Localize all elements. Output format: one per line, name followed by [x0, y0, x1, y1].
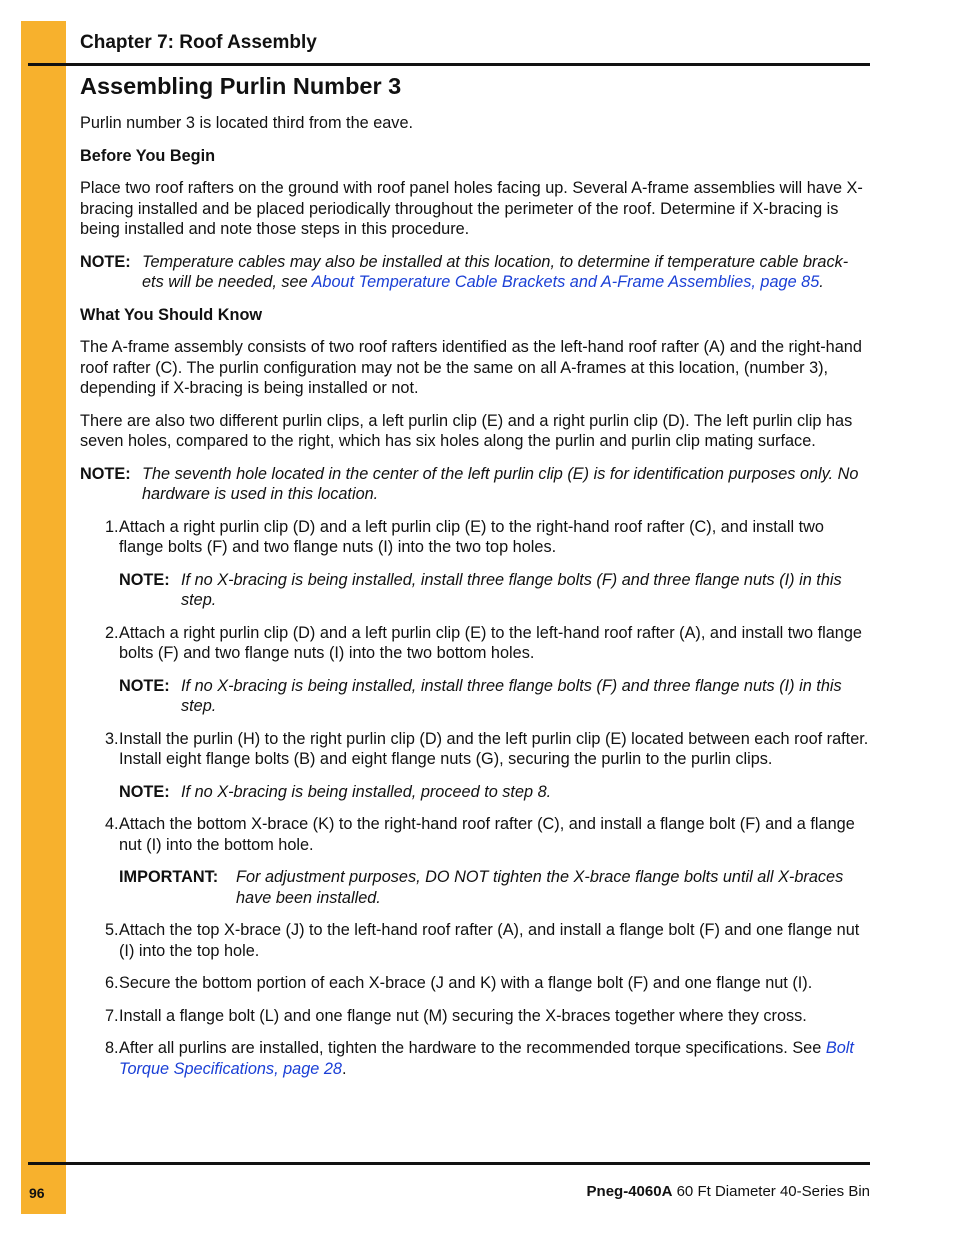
before-you-begin-text: Place two roof rafters on the ground with roof panel holes facing up. Several A-frame assemblies will have X-bracing installed and be placed periodically throughout the perimeter of the roof. Determine if X-bracing is being installed and note those steps in this procedure.: [80, 179, 863, 238]
know-paragraph-1: The A-frame assembly consists of two roof rafters identified as the left-hand roof rafter (A) and the right-hand roof rafter (C). The purlin configuration may not be the same on all A-frames at this location, (number 3), depending if X-bracing is being installed or not.: [80, 338, 862, 397]
step-number: 7.: [105, 1006, 119, 1025]
note-text: [142, 252, 870, 293]
important-text: For adjustment purposes, DO NOT tighten the X-brace flange bolts until all X-braces have been installed.: [236, 868, 844, 907]
step-text: Attach the top X-brace (J) to the left-hand roof rafter (A), and install a flange bolt (F) and one flange nut (I) into the top hole.: [119, 921, 860, 960]
step-text: Install a flange bolt (L) and one flange nut (M) securing the X-braces together where they cross.: [119, 1006, 807, 1025]
intro-paragraph: Purlin number 3 is located third from the eave.: [80, 114, 414, 132]
step-number: 2.: [105, 623, 119, 642]
step-2: [80, 623, 870, 664]
step-text: Attach a right purlin clip (D) and a left purlin clip (E) to the left-hand roof rafter (A), and install two flange bolts (F) and two flange nuts (I) into the two bottom holes.: [119, 623, 862, 662]
know-note: [80, 464, 870, 505]
step-6: [80, 973, 870, 994]
document-title: 60 Ft Diameter 40-Series Bin: [672, 1183, 870, 1200]
step-body: After all purlins are installed, tighten the hardware to the recommended torque specifications. See: [119, 1039, 826, 1057]
step-2-note: [119, 676, 870, 717]
page-number: 96: [29, 1185, 45, 1201]
step-7: [80, 1006, 870, 1027]
footer-rule: [28, 1162, 870, 1165]
important-label: IMPORTANT:: [119, 868, 219, 886]
page-content: [80, 70, 870, 1091]
note-body: Temperature cables may also be installed at this location, to determine if temperature cable brack- ets will be needed, see: [142, 252, 849, 291]
note-label: NOTE:: [119, 782, 170, 801]
step-text: Attach the bottom X-brace (K) to the right-hand roof rafter (C), and install a flange bolt (F) and a flange nut (I) into the bottom hole.: [119, 815, 855, 854]
document-id: [587, 1182, 870, 1203]
chapter-heading: Chapter 7: Roof Assembly: [80, 32, 317, 53]
before-you-begin-heading: Before You Begin: [80, 146, 216, 165]
note-label: NOTE:: [80, 252, 131, 271]
temperature-brackets-link[interactable]: About Temperature Cable Brackets and A-Frame Assemblies, page 85: [311, 273, 820, 291]
step-text: [119, 1038, 870, 1079]
note-label: NOTE:: [119, 676, 170, 695]
know-paragraph-2: There are also two different purlin clips, a left purlin clip (E) and a right purlin clip (D). The left purlin clip has seven holes, compared to the right, which has six holes along the purlin and purlin clip mating surface.: [80, 411, 853, 450]
step-4-important: [119, 867, 870, 908]
note-text: If no X-bracing is being installed, install three flange bolts (F) and three flange nuts (I) in this step.: [181, 676, 842, 715]
header-rule: [28, 63, 870, 66]
step-3: [80, 729, 870, 770]
step-number: 6.: [105, 974, 119, 992]
step-4: [80, 814, 870, 855]
step-number: 4.: [105, 815, 119, 833]
note-end: .: [819, 273, 824, 291]
step-text: Install the purlin (H) to the right purlin clip (D) and the left purlin clip (E) located between each roof rafter. Install eight flange bolts (B) and eight flange nuts (G), securing the purlin to the purlin clips.: [119, 729, 869, 768]
step-number: 5.: [105, 921, 119, 939]
step-8: [80, 1038, 870, 1079]
note-text: The seventh hole located in the center of the left purlin clip (E) is for identification purposes only. No hardware is used in this location.: [142, 464, 859, 503]
step-number: 8.: [105, 1039, 119, 1057]
note-text: If no X-bracing is being installed, proceed to step 8.: [181, 782, 552, 801]
step-5: [80, 920, 870, 961]
step-text: Attach a right purlin clip (D) and a left purlin clip (E) to the right-hand roof rafter (C), and install two flange bolts (F) and two flange nuts (I) into the two top holes.: [119, 517, 824, 556]
step-text: Secure the bottom portion of each X-brace (J and K) with a flange bolt (F) and one flange nut (I).: [119, 974, 813, 992]
before-note: [80, 252, 870, 293]
step-number: 1.: [105, 517, 119, 536]
step-end: .: [341, 1059, 347, 1078]
chapter-color-bar: [21, 21, 66, 1214]
step-3-note: [119, 782, 870, 803]
note-label: NOTE:: [80, 464, 131, 483]
page-title: Assembling Purlin Number 3: [80, 73, 402, 99]
document-code: Pneg-4060A: [586, 1183, 673, 1200]
note-text: If no X-bracing is being installed, install three flange bolts (F) and three flange nuts (I) in this step.: [181, 570, 842, 609]
step-1: [80, 517, 870, 558]
bolt-torque-link[interactable]: Bolt Torque Specifications, page 28: [119, 1039, 854, 1078]
step-1-note: [119, 570, 870, 611]
step-number: 3.: [105, 729, 119, 748]
what-you-should-know-heading: What You Should Know: [80, 305, 263, 324]
note-label: NOTE:: [119, 570, 170, 589]
procedure-steps: [80, 517, 870, 1080]
